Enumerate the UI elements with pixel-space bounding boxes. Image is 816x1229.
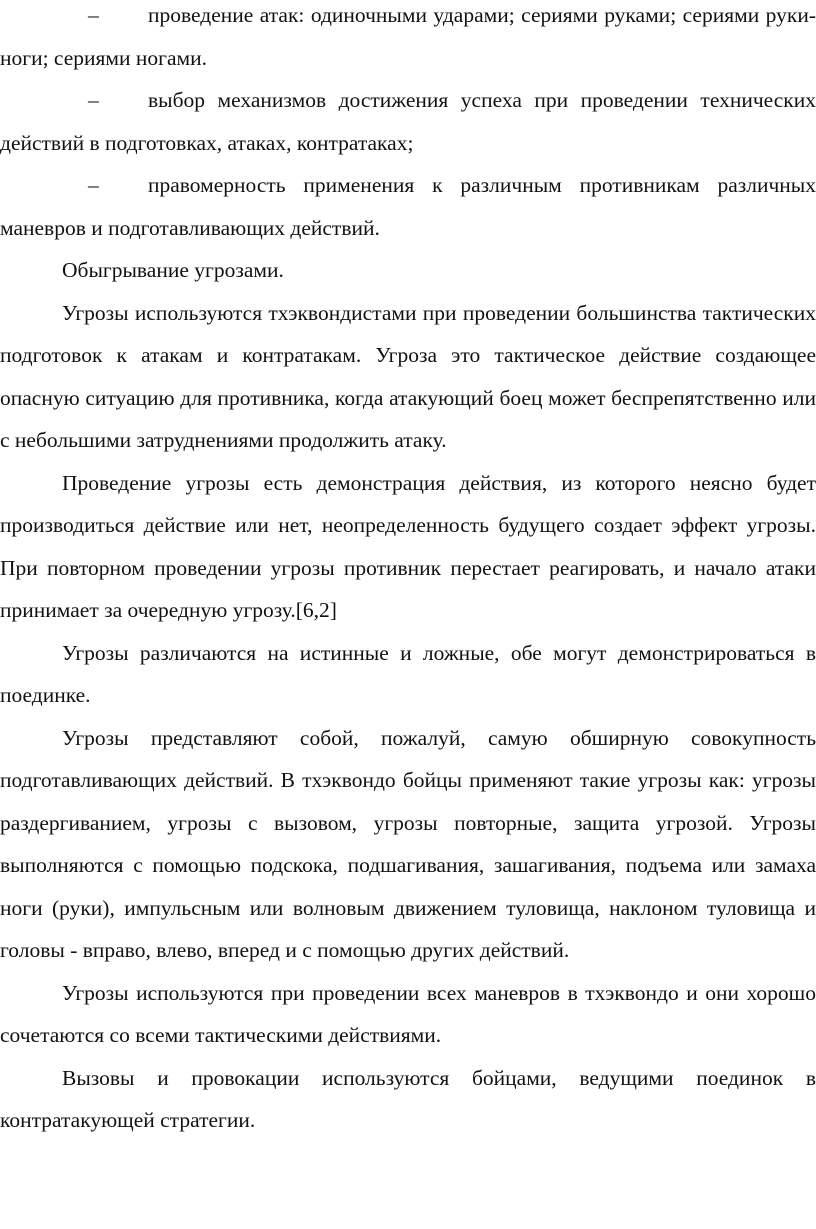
list-dash-marker: – — [88, 173, 99, 197]
list-dash-marker: – — [88, 3, 99, 27]
list-item — [0, 0, 816, 79]
list-item-text: проведение атак: одиночными ударами; сериями руками; сериями руки-ноги; сериями ногами. — [0, 3, 816, 70]
list-item-text: правомерность применения к различным противникам различных маневров и подготавливающих действий. — [0, 173, 816, 240]
list-item-text: выбор механизмов достижения успеха при проведении технических действий в подготовках, атаках, контратаках; — [0, 88, 816, 155]
list-dash-marker: – — [88, 88, 99, 112]
body-paragraph: Проведение угрозы есть демонстрация действия, из которого неясно будет производиться действие или нет, неопределенность будущего создает эффект угрозы. При повторном проведении угрозы противник перестает реагировать, и начало атаки принимает за очередную угрозу.[6,2] — [0, 470, 816, 622]
body-paragraph: Вызовы и провокации используются бойцами, ведущими поединок в контратакующей стратегии. — [0, 1065, 816, 1132]
list-item — [0, 79, 816, 164]
body-paragraph: Угрозы используются при проведении всех маневров в тхэквондо и они хорошо сочетаются со всеми тактическими действиями. — [0, 980, 816, 1047]
list-item — [0, 164, 816, 249]
body-paragraph: Угрозы представляют собой, пожалуй, самую обширную совокупность подготавливающих действий. В тхэквондо бойцы применяют такие угрозы как: угрозы раздергиванием, угрозы с вызовом, угрозы повторные, защита угрозой. Угрозы выполняются с помощью подскока, подшагивания, зашагивания, подъема или замаха ноги (руки), импульсным или волновым движением туловища, наклоном туловища и головы - вправо, влево, вперед и с помощью других действий. — [0, 725, 816, 962]
body-paragraph: Угрозы различаются на истинные и ложные, обе могут демонстрироваться в поединке. — [0, 640, 816, 707]
body-paragraph: Угрозы используются тхэквондистами при проведении большинства тактических подготовок к атакам и контратакам. Угроза это тактическое действие создающее опасную ситуацию для противника, когда атакующий боец может беспрепятственно или с небольшими затруднениями продолжить атаку. — [0, 300, 816, 452]
section-heading-paragraph: Обыгрывание угрозами. — [62, 258, 284, 282]
